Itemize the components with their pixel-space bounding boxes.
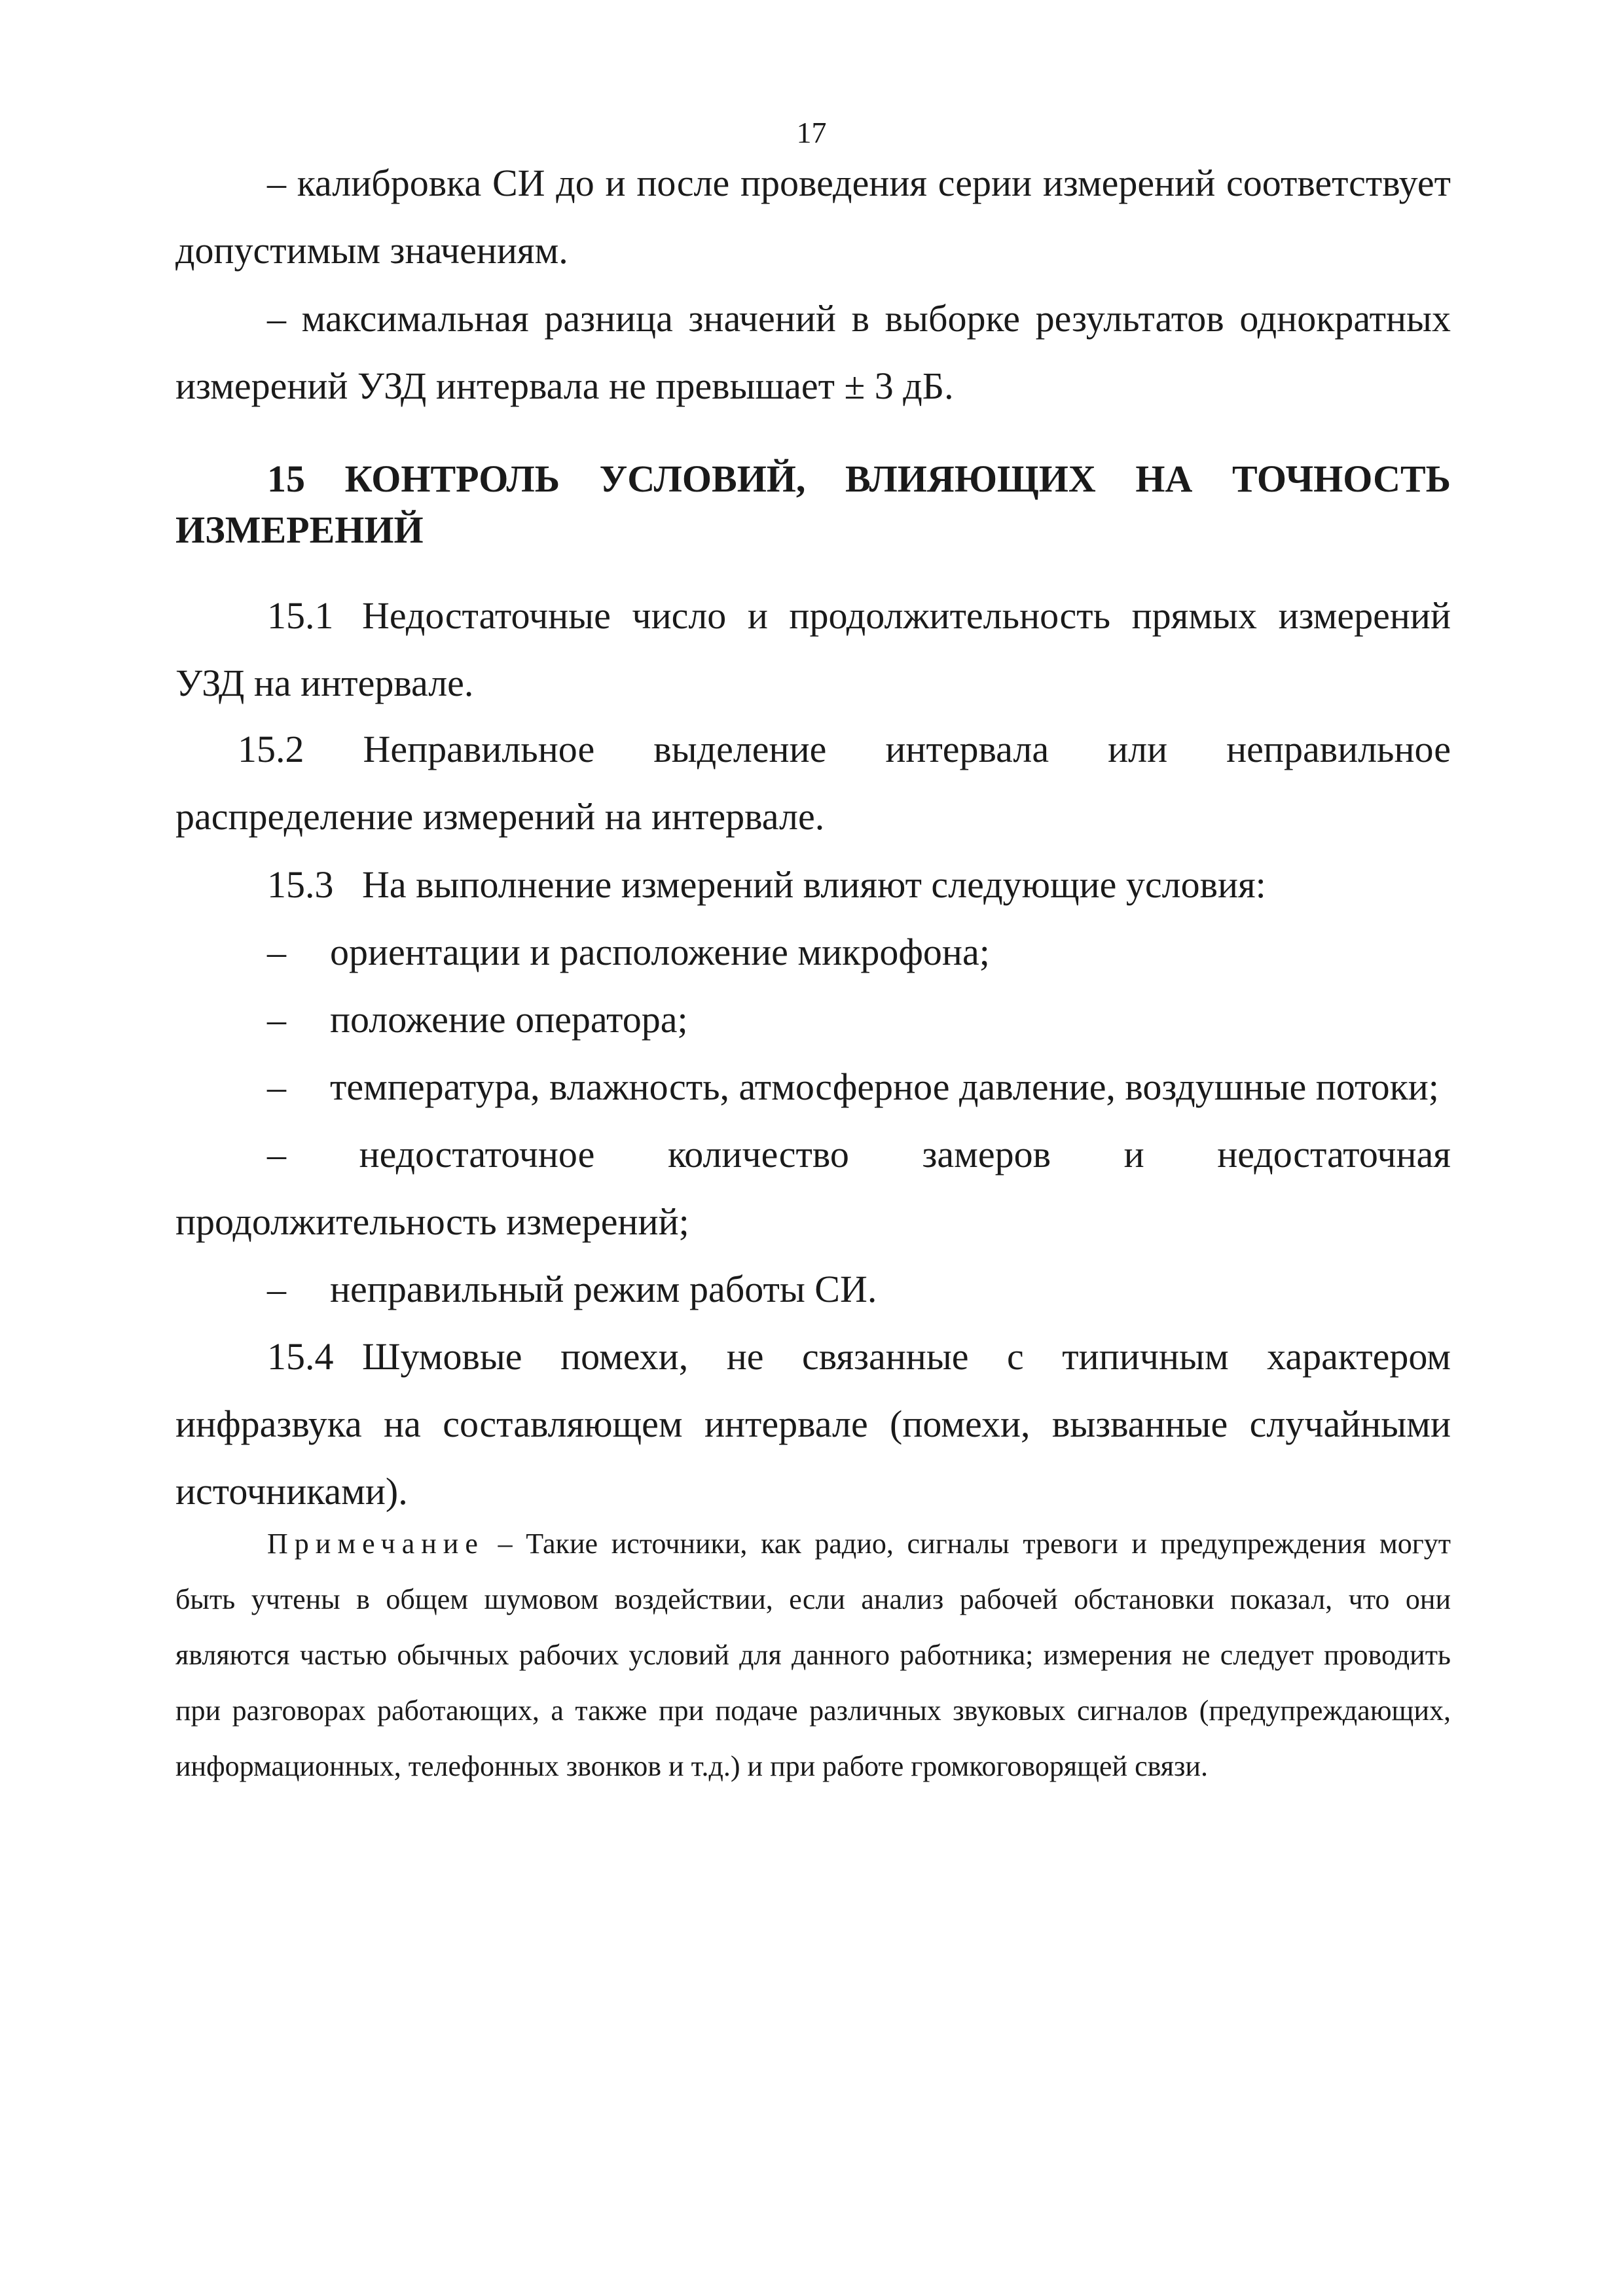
condition-4-first-line [267,1121,1451,1188]
note-separator: – [484,1528,526,1560]
condition-item [267,918,1451,986]
list-dash: – [267,1268,286,1310]
item-15-3 [175,851,1451,918]
condition-word: количество [667,1133,849,1175]
item-word: интервала [885,728,1049,770]
list-dash: – [267,1133,286,1175]
item-number: 15.2 [238,728,304,770]
bullet-calibration [175,149,1451,284]
condition-word: замеров [922,1133,1051,1175]
item-text: На выполнение измерений влияют следующие условия: [362,863,1266,906]
list-dash: – [267,998,286,1041]
section-title: КОНТРОЛЬ УСЛОВИЙ, ВЛИЯЮЩИХ НА ТОЧНОСТЬ ИЗМЕРЕНИЙ [175,457,1451,551]
bullet-dash: – [267,297,286,340]
bullet-dash: – [267,162,286,204]
condition-word: недостаточная [1217,1133,1451,1175]
condition-text: температура, влажность, атмосферное давление, воздушные потоки; [330,1066,1439,1108]
condition-text: неправильный режим работы СИ. [330,1268,877,1310]
section-number: 15 [267,457,305,500]
condition-word: и [1123,1133,1144,1175]
bullet-text: максимальная разница значений в выборке результатов однократных измерений УЗД интервала не превышает ± 3 дБ. [175,297,1451,407]
condition-text: ориентации и расположение микрофона; [330,931,990,973]
item-number: 15.3 [267,863,334,906]
note-label: Примечание [267,1528,484,1560]
item-text: Недостаточные число и продолжительность прямых измерений УЗД на интервале. [175,594,1451,704]
section-heading [175,454,1451,556]
item-15-1 [175,582,1451,717]
item-15-2-continuation: распределение измерений на интервале. [175,795,825,838]
list-dash: – [267,931,286,973]
condition-item [267,1053,1451,1121]
condition-4-continuation: продолжительность измерений; [175,1200,689,1243]
item-word: выделение [653,728,827,770]
item-word: или [1108,728,1168,770]
item-word: неправильное [1226,728,1451,770]
item-15-4 [175,1323,1451,1525]
list-dash: – [267,1066,286,1108]
condition-word: недостаточное [359,1133,595,1175]
note-text: Такие источники, как радио, сигналы тревоги и предупреждения могут быть учтены в общем шумовом воздействии, если анализ рабочей обстановки показал, что они являются частью обычных рабочих условий для данного работника; измерения не следует проводить при разговорах работающих, а также при подаче различных звуковых сигналов (предупреждающих, информационных, телефонных звонков и т.д.) и при работе громкоговорящей связи. [175,1528,1451,1782]
page-number: 17 [796,116,827,149]
item-number: 15.4 [267,1335,334,1378]
bullet-max-diff [175,285,1451,420]
condition-text: положение оператора; [330,998,688,1041]
item-text: Шумовые помехи, не связанные с типичным характером инфразвука на составляющем интервале (помехи, вызванные случайными источниками). [175,1335,1451,1513]
item-number: 15.1 [267,594,334,637]
bullet-text: калибровка СИ до и после проведения серии измерений соответствует допустимым значениям. [175,162,1451,272]
item-15-2-first-line [238,715,1451,783]
item-word: Неправильное [363,728,595,770]
note-paragraph [175,1516,1451,1794]
condition-item [267,986,1451,1053]
condition-item [267,1255,1451,1323]
